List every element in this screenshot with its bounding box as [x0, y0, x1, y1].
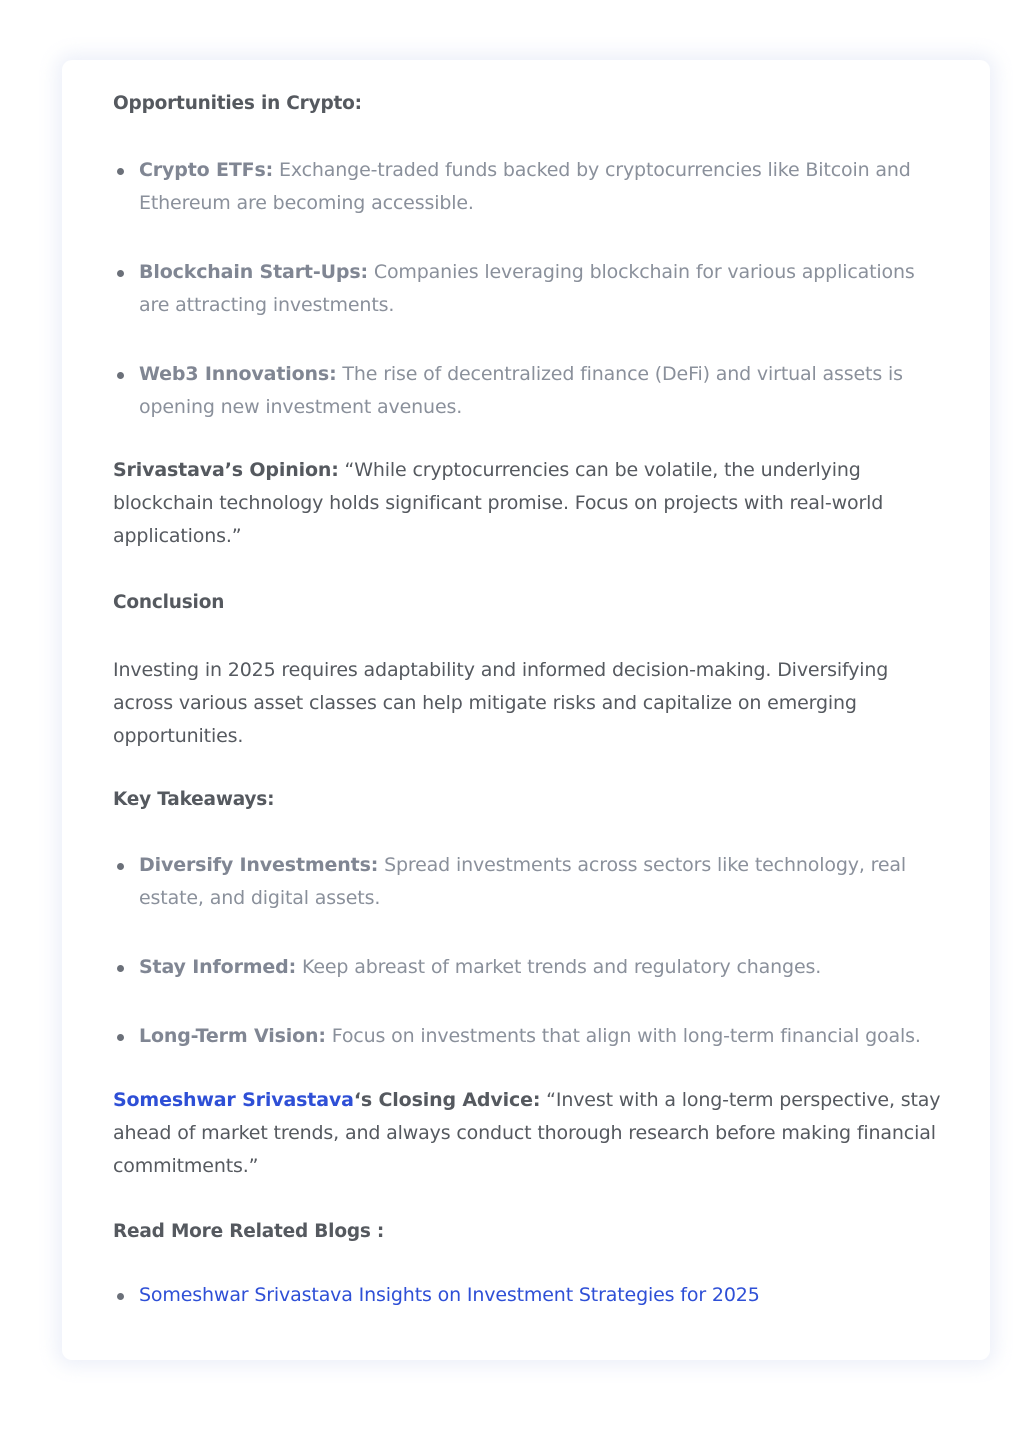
list-item [113, 256, 943, 322]
list-item [113, 1020, 943, 1053]
crypto-heading: Opportunities in Crypto: [113, 93, 362, 114]
bullet-icon [117, 1034, 124, 1041]
list-item [113, 849, 943, 915]
conclusion-heading: Conclusion [113, 592, 225, 613]
conclusion-paragraph: Investing in 2025 requires adaptability and informed decision-making. Diversifying across various asset classes can help mitigate risks and capitalize on emerging opportunities. [113, 659, 889, 747]
opinion-text: “While cryptocurrencies can be volatile, the underlying blockchain technology holds significant promise. Focus on projects with real-world applications.” [113, 459, 884, 547]
list-item-text: Focus on investments that align with long-term financial goals. [325, 1025, 921, 1047]
closing-label: ‘s Closing Advice: [353, 1089, 541, 1111]
list-item-label: Blockchain Start-Ups: [139, 261, 368, 283]
bullet-icon [117, 270, 124, 277]
list-item-label: Stay Informed: [139, 956, 297, 978]
bullet-icon [117, 168, 124, 175]
related-blog-link[interactable]: Someshwar Srivastava Insights on Investment Strategies for 2025 [139, 1284, 760, 1306]
list-item-text: Companies leveraging blockchain for various applications are attracting investments. [139, 261, 915, 316]
list-item-label: Web3 Innovations: [139, 363, 337, 385]
closing-text: “Invest with a long-term perspective, stay ahead of market trends, and always conduct thorough research before making financial commitments.” [113, 1089, 941, 1177]
bullet-icon [117, 372, 124, 379]
bullet-icon [117, 1293, 124, 1300]
related-list [113, 1279, 943, 1312]
opinion-paragraph [113, 454, 943, 553]
closing-paragraph [113, 1084, 943, 1183]
article-content [113, 90, 943, 1312]
bullet-icon [117, 863, 124, 870]
list-item-text: Exchange-traded funds backed by cryptocurrencies like Bitcoin and Ethereum are becoming accessible. [139, 159, 911, 214]
list-item [113, 1279, 943, 1312]
crypto-list [113, 154, 943, 424]
author-link[interactable] [113, 1089, 354, 1111]
list-item-label: Diversify Investments: [139, 854, 379, 876]
list-item-label: Crypto ETFs: [139, 159, 274, 181]
list-item [113, 358, 943, 424]
list-item-text: Spread investments across sectors like technology, real estate, and digital assets. [139, 854, 907, 909]
list-item-text: Keep abreast of market trends and regulatory changes. [296, 956, 822, 978]
article-card [72, 60, 980, 1360]
takeaways-list [113, 849, 943, 1053]
list-item-text: The rise of decentralized finance (DeFi) and virtual assets is opening new investment avenues. [139, 363, 903, 418]
bullet-icon [117, 965, 124, 972]
opinion-label: Srivastava’s Opinion: [113, 459, 339, 481]
list-item [113, 951, 943, 984]
takeaways-heading: Key Takeaways: [113, 789, 275, 810]
list-item [113, 154, 943, 220]
list-item-label: Long-Term Vision: [139, 1025, 326, 1047]
related-heading: Read More Related Blogs : [113, 1221, 385, 1242]
author-link-text: Someshwar Srivastava [113, 1089, 354, 1111]
